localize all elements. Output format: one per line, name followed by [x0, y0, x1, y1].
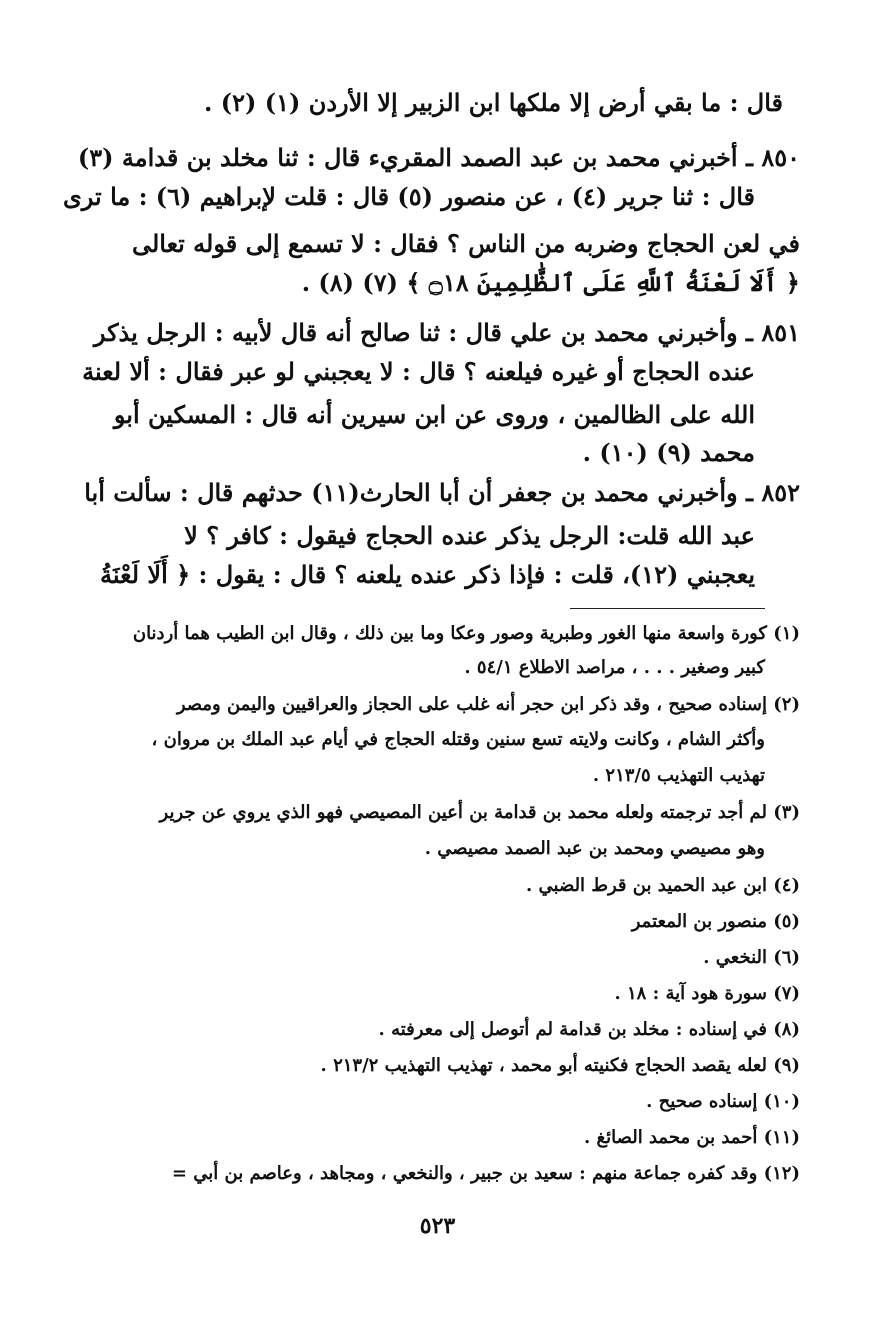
main-line: في لعن الحجاج وضربه من الناس ؟ فقال : لا تسمع إلى قوله تعالى [131, 229, 800, 258]
main-line: قال : ثنا جرير (٤) ، عن منصور (٥) قال : قلت لإبراهيم (٦) : ما ترى [63, 182, 755, 211]
main-line: الله على الظالمين ، وروى عن ابن سيرين أنه قال : المسكين أبو [113, 400, 755, 429]
footnote-line: (١٢) وقد كفره جماعة منهم : سعيد بن جبير ، والنخعي ، ومجاهد ، وعاصم بن أبي = [171, 1163, 800, 1184]
footnote-line: وهو مصيصي ومحمد بن عبد الصمد مصيصي . [424, 838, 765, 859]
footnote-line: وأكثر الشام ، وكانت ولايته تسع سنين وقتله الحجاج في أيام عبد الملك بن مروان ، [151, 729, 765, 750]
main-line: محمد (٩) (١٠) . [582, 438, 755, 467]
footnote-line: (٤) ابن عبد الحميد بن قرط الضبي . [526, 875, 800, 896]
footnote-separator [570, 608, 765, 609]
quran-verse-line: ﴿ أَلَا لَعْنَةُ ٱللَّهِ عَلَى ٱلظَّٰلِمِينَ ۝١٨ ﴾ (٧) (٨) . [301, 268, 800, 297]
footnote-line: كبير وصغير . . . ، مراصد الاطلاع ٥٤/١ . [464, 657, 765, 678]
footnote-line: (١١) أحمد بن محمد الصائغ . [584, 1127, 800, 1148]
footnote-line: (٦) النخعي . [703, 947, 800, 968]
footnote-line: (٥) منصور بن المعتمر [631, 911, 800, 932]
footnote-line: (٨) في إسناده : مخلد بن قدامة لم أتوصل إلى معرفته . [378, 1019, 800, 1040]
main-line: ٨٥٠ ـ أخبرني محمد بن عبد الصمد المقريء قال : ثنا مخلد بن قدامة (٣) [77, 143, 800, 172]
main-line: ٨٥١ ـ وأخبرني محمد بن علي قال : ثنا صالح أنه قال لأبيه : الرجل يذكر [93, 318, 800, 347]
main-line: عنده الحجاج أو غيره فيلعنه ؟ قال : لا يعجبني لو عبر فقال : ألا لعنة [82, 357, 755, 386]
main-line: عبد الله قلت: الرجل يذكر عنده الحجاج فيقول : كافر ؟ لا [184, 521, 755, 550]
footnote-line: (٧) سورة هود آية : ١٨ . [614, 983, 800, 1004]
footnote-line: تهذيب التهذيب ٢١٣/٥ . [592, 765, 765, 786]
footnote-line: (٩) لعله يقصد الحجاج فكنيته أبو محمد ، تهذيب التهذيب ٢١٣/٢ . [320, 1055, 800, 1076]
footnote-line: (٣) لم أجد ترجمته ولعله محمد بن قدامة بن أعين المصيصي فهو الذي يروي عن جرير [159, 802, 800, 823]
footnote-line: (١٠) إسناده صحيح . [646, 1091, 800, 1112]
main-line: يعجبني (١٢)، قلت : فإذا ذكر عنده يلعنه ؟ قال : يقول : ﴿ أَلَا لَعْنَةُ [100, 560, 755, 589]
footnote-line: (١) كورة واسعة منها الغور وطبرية وصور وعكا وما بين ذلك ، وقال ابن الطيب هما أردنان [132, 623, 800, 644]
footnote-line: (٢) إسناده صحيح ، وقد ذكر ابن حجر أنه غلب على الحجاز والعراقيين واليمن ومصر [176, 694, 800, 715]
main-line: قال : ما بقي أرض إلا ملكها ابن الزبير إلا الأردن (١) (٢) . [204, 88, 783, 117]
main-line: ٨٥٢ ـ وأخبرني محمد بن جعفر أن أبا الحارث(١١) حدثهم قال : سألت أبا [84, 478, 800, 507]
page-number: ٥٢٣ [419, 1213, 456, 1239]
